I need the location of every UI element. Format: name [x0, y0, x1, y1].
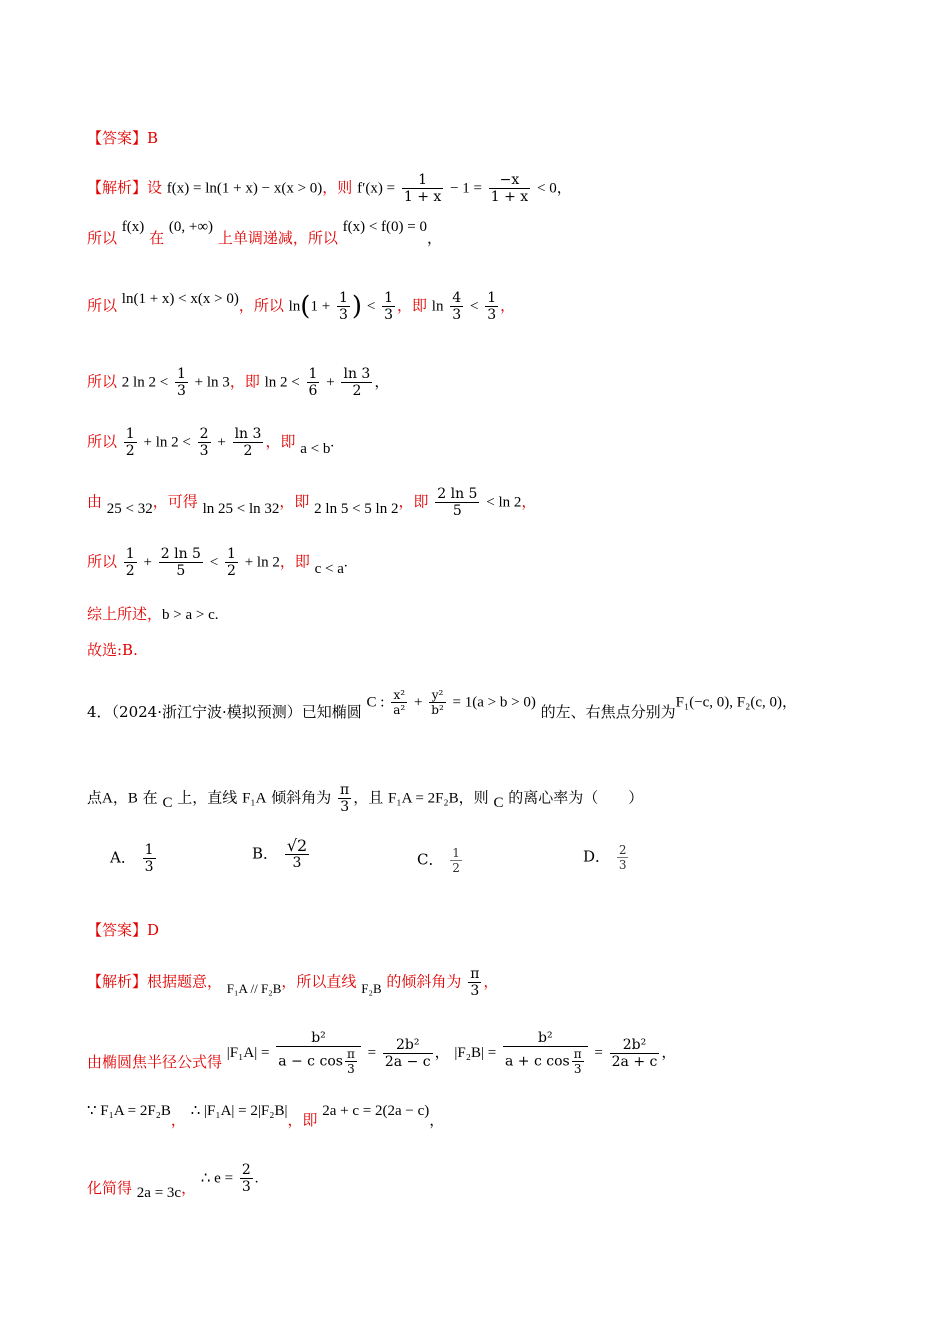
text: .: [330, 434, 335, 451]
denominator: 3: [470, 983, 480, 999]
option-label: C．: [417, 850, 444, 869]
text: 所以: [87, 372, 118, 391]
numerator: 2: [241, 1162, 251, 1178]
numerator: ln 3: [234, 426, 262, 442]
denominator: a²: [393, 703, 406, 717]
text: ，即: [229, 372, 260, 391]
denominator: 3: [292, 855, 302, 871]
math-expr: ∴ e =: [200, 1170, 234, 1187]
math-expr: 2a + c = 2(2a − c): [322, 1103, 430, 1119]
math-expr: =: [367, 1045, 377, 1061]
numerator: 2: [199, 426, 209, 442]
text: 上，直线: [177, 788, 238, 807]
math-expr: F₁(−c, 0), F₂(c, 0): [675, 694, 783, 711]
fraction: [124, 546, 137, 579]
numerator: 1: [338, 290, 348, 306]
denominator: 2: [452, 861, 460, 875]
text: ，且: [353, 788, 384, 807]
solution-line-1: [87, 172, 572, 205]
numerator: 1: [452, 846, 460, 860]
math-expr: = 1(a > b > 0): [452, 694, 536, 711]
numerator: π: [346, 1047, 355, 1061]
denominator: 1 + x: [403, 189, 442, 205]
text: ，: [521, 492, 537, 511]
fraction: [124, 426, 137, 459]
text: .: [343, 554, 348, 571]
numerator: b²: [503, 1030, 588, 1047]
math-expr: ln: [288, 298, 301, 315]
text: 由椭圆焦半径公式得: [87, 1053, 223, 1071]
text: ，: [661, 1045, 677, 1061]
solution-line-2: [87, 219, 443, 249]
math-expr: ∵ F₁A = 2F₂B: [87, 1103, 171, 1119]
math-expr: +: [326, 374, 335, 391]
fraction: [159, 546, 203, 579]
denominator: 2: [243, 443, 253, 459]
math-expr: f(x) < f(0) = 0: [342, 219, 427, 235]
denominator: b²: [431, 703, 444, 717]
denominator: 3: [347, 1062, 355, 1076]
math-expr: + ln 2: [244, 554, 280, 571]
text: 的左、右焦点分别为: [540, 702, 676, 721]
math-expr: + ln 2 <: [143, 434, 191, 451]
text: 在: [142, 788, 158, 807]
fraction: [143, 842, 156, 875]
denominator: 2: [352, 383, 362, 399]
math-expr: C :: [366, 694, 385, 711]
solution2-line-3: [87, 1100, 445, 1129]
text: ，则: [322, 178, 353, 197]
text: 所以: [87, 432, 118, 451]
text: ，: [429, 1113, 445, 1129]
math-expr: |F₁A| =: [226, 1045, 270, 1061]
denominator: 6: [308, 383, 318, 399]
denominator: 3: [618, 858, 627, 872]
text: .: [254, 1170, 259, 1187]
text: ，: [427, 231, 443, 247]
fraction: [468, 966, 481, 999]
solution-label: 【解析】设: [87, 178, 163, 197]
text: ，: [170, 1111, 186, 1129]
numerator: y²: [429, 688, 446, 703]
denominator: 1 + x: [490, 189, 529, 205]
numerator: 2 ln 5: [160, 546, 201, 562]
math-expr: <: [209, 554, 219, 571]
math-expr: ln 25 < ln 32: [202, 500, 280, 517]
math-expr: +: [414, 694, 423, 711]
math-expr: ln: [431, 298, 444, 315]
solution2-line-4: [87, 1162, 259, 1201]
option-label: D．: [583, 847, 611, 866]
text: ，所以直线: [281, 972, 357, 991]
math-expr: f(x) = ln(1 + x) − x(x > 0): [166, 180, 323, 197]
text: 倾斜角为: [271, 788, 332, 807]
solution-line-6: [87, 486, 536, 519]
fraction: [307, 366, 320, 399]
math-expr: 2 ln 5 < 5 ln 2: [314, 500, 399, 517]
numerator: √2: [286, 836, 308, 855]
math-expr: 2 ln 2 <: [121, 374, 169, 391]
text: ，所以: [238, 296, 284, 315]
numerator: π: [573, 1047, 582, 1061]
text: ，即: [279, 492, 310, 511]
denominator: 3: [340, 799, 350, 815]
numerator: π: [340, 782, 350, 798]
fraction: [382, 290, 395, 323]
numerator: −x: [489, 172, 530, 189]
math-expr: |F₂B| =: [454, 1045, 497, 1061]
math-expr: (0, +∞): [168, 219, 214, 235]
denominator: 3: [452, 307, 462, 323]
text: ，: [374, 374, 390, 391]
denominator: 2: [125, 443, 135, 459]
solution-line-5: [87, 426, 334, 459]
fraction: [345, 1047, 357, 1076]
denominator: 3: [144, 859, 154, 875]
text: ，: [782, 692, 798, 711]
fraction: [338, 782, 351, 815]
denominator: 5: [176, 563, 186, 579]
numerator: b²: [276, 1030, 361, 1047]
solution-label: 【解析】根据题意，: [87, 972, 223, 991]
numerator: 1: [402, 172, 443, 189]
text: 所以: [87, 229, 118, 247]
answer-label-2: [87, 920, 159, 940]
option-d[interactable]: [583, 843, 630, 872]
text: .: [214, 607, 219, 623]
denominator: 2a + c: [611, 1053, 658, 1070]
numerator: 2 ln 5: [437, 486, 478, 502]
denominator-text: a − c cos: [278, 1053, 343, 1070]
math-expr: F₁A: [242, 790, 267, 807]
math-expr: c < a: [314, 560, 344, 577]
text: ，: [500, 296, 516, 315]
numerator: 2b²: [383, 1037, 433, 1054]
numerator: 2b²: [610, 1037, 660, 1054]
text: ，即: [398, 492, 429, 511]
text: 在: [149, 229, 165, 247]
math-expr: F₁A // F₂B: [226, 980, 282, 996]
solution2-line-2: [87, 1030, 676, 1076]
denominator: 3: [384, 307, 393, 323]
math-expr: < 0，: [536, 180, 572, 197]
text: ，即: [265, 432, 296, 451]
fraction: [402, 172, 443, 205]
numerator: 1: [384, 290, 393, 306]
numerator: 1: [176, 366, 186, 382]
fraction: [285, 838, 309, 871]
math-expr: − 1 =: [450, 180, 482, 197]
fraction: [225, 546, 238, 579]
text: 化简得: [87, 1178, 133, 1197]
fraction: [503, 1030, 588, 1076]
question-4-stem: [87, 688, 798, 721]
option-label: B．: [252, 844, 279, 863]
fraction: [198, 426, 211, 459]
denominator: 3: [199, 443, 209, 459]
numerator: 1: [308, 366, 318, 382]
solution-line-8: [87, 604, 219, 625]
answer-text: 【答案】D: [87, 921, 160, 939]
math-expr: F₁A = 2F₂B: [388, 790, 459, 807]
fraction: [435, 486, 479, 519]
option-label: A．: [110, 848, 136, 867]
fraction: [240, 1162, 253, 1195]
fraction: [175, 366, 188, 399]
numerator: ln 3: [343, 366, 371, 382]
math-expr: C: [162, 794, 173, 811]
fraction: [341, 366, 372, 399]
numerator: 4: [452, 290, 462, 306]
answer-text: 【答案】B: [87, 129, 159, 147]
denominator: 3: [573, 1062, 582, 1076]
option-c[interactable]: [417, 846, 464, 875]
text: 点: [87, 788, 103, 807]
math-expr: +: [217, 434, 226, 451]
numerator: x²: [391, 688, 407, 703]
numerator: 1: [227, 546, 236, 562]
text: 上单调递减，所以: [217, 229, 338, 247]
numerator: π: [470, 966, 480, 982]
denominator: 2: [125, 563, 135, 579]
fraction: [383, 1037, 433, 1070]
math-expr: b > a > c: [162, 607, 215, 623]
math-expr: + ln 3: [194, 374, 230, 391]
numerator: 1: [125, 546, 135, 562]
math-expr: ln(1 + x) < x(x > 0): [121, 290, 239, 307]
text: ，则: [458, 788, 489, 807]
solution-line-7: [87, 546, 348, 579]
text: ，可得: [152, 492, 198, 511]
text: 故选:B.: [87, 641, 138, 659]
text: ，: [112, 788, 128, 807]
text: ，: [483, 972, 499, 991]
denominator: 2a − c: [384, 1053, 431, 1070]
math-expr: < ln 2: [486, 494, 522, 511]
numerator: 1: [487, 290, 497, 306]
option-a[interactable]: [110, 842, 158, 875]
text: 的倾斜角为: [386, 972, 462, 991]
math-expr: ln 2 <: [264, 374, 300, 391]
text: 4．（2024·浙江宁波·模拟预测）已知椭圆: [87, 702, 362, 721]
math-expr: f(x): [121, 219, 145, 235]
math-expr: 25 < 32: [106, 500, 153, 517]
text: 所以: [87, 296, 118, 315]
math-expr: =: [594, 1045, 603, 1061]
denominator: 3: [241, 1179, 251, 1195]
fraction: [337, 290, 350, 323]
fraction: [391, 688, 407, 717]
text: ，即: [396, 296, 427, 315]
math-expr: B: [127, 790, 138, 807]
text: ，即: [279, 552, 310, 571]
denominator: 2: [227, 563, 236, 579]
fraction: [617, 843, 629, 872]
answer-label-1: [87, 128, 158, 148]
denominator: 3: [176, 383, 186, 399]
fraction: [429, 688, 446, 717]
text: 的离心率为（ ）: [508, 788, 644, 807]
solution-line-9: [87, 640, 138, 660]
fraction: [610, 1037, 660, 1070]
math-expr: A: [102, 790, 113, 807]
paren-close: ): [351, 291, 363, 322]
fraction: [450, 846, 462, 875]
fraction: [276, 1030, 361, 1076]
math-expr: 2a = 3c: [136, 1184, 182, 1201]
solution-line-3: [87, 290, 515, 323]
math-expr: a < b: [300, 440, 331, 457]
denominator: [503, 1047, 588, 1076]
fraction: [489, 172, 530, 205]
math-expr: C: [493, 794, 504, 811]
paren-open: (: [300, 291, 311, 322]
denominator-text: a + c cos: [504, 1053, 570, 1070]
math-expr: F₂B: [361, 980, 382, 996]
text: ，: [181, 1178, 197, 1197]
numerator: 2: [618, 843, 627, 857]
math-expr: 1 +: [310, 298, 331, 315]
math-expr: +: [143, 554, 152, 571]
solution-line-4: [87, 366, 389, 399]
text: 综上所述，: [87, 605, 163, 623]
text: ，即: [287, 1111, 318, 1129]
fraction: [572, 1047, 584, 1076]
fraction: [233, 426, 264, 459]
question-4-stem-2: [87, 782, 643, 815]
solution2-line-1: [87, 966, 498, 999]
denominator: [276, 1047, 361, 1076]
numerator: 1: [144, 842, 154, 858]
math-expr: f′(x) =: [357, 180, 396, 197]
numerator: 1: [125, 426, 135, 442]
option-b[interactable]: [252, 838, 311, 871]
denominator: 5: [452, 503, 462, 519]
math-expr: <: [366, 298, 376, 315]
fraction: [450, 290, 463, 323]
text: 所以: [87, 552, 118, 571]
fraction: [485, 290, 498, 323]
math-expr: <: [469, 298, 479, 315]
text: ，: [434, 1045, 450, 1061]
text: 由: [87, 492, 103, 511]
math-expr: ∴ |F₁A| = 2|F₂B|: [190, 1103, 288, 1119]
denominator: 3: [487, 307, 497, 323]
denominator: 3: [338, 307, 348, 323]
